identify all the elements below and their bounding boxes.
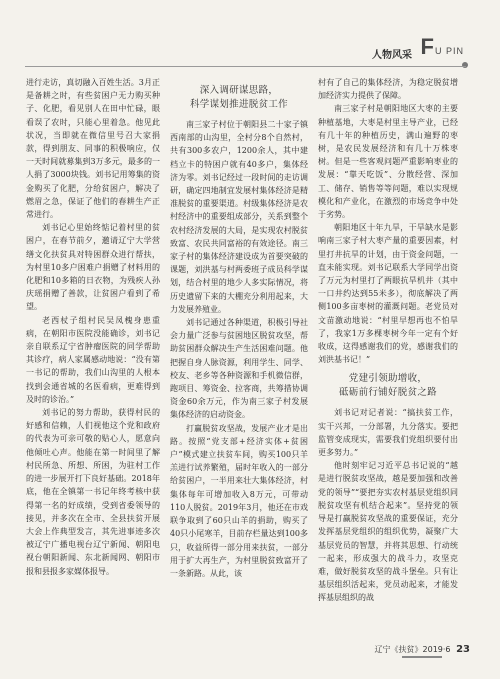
heading-line: 深入调研谋思路， [199, 85, 279, 96]
heading-line: 科学谋划推进脱贫工作 [189, 99, 288, 110]
paragraph: 他时刻牢记习近平总书记说的“越是进行脱贫攻坚战，越是要加强和改善党的领导”“要把夯实农村基层党组织同脱贫攻坚有机结合起来”。坚持党的领导是打赢脱贫攻坚战的重要保证，充分发挥基层党组织的组织优势，凝聚广大基层党员的智慧，并将其思想、行动统一起来，形成强大的战斗力，攻坚克难，做好脱贫攻坚的战斗堡垒。只有让基层组织活起来，党员动起来，才能发挥基层组织的战 [318, 461, 458, 603]
heading-line: 砥砺前行铺好脱贫之路 [338, 387, 437, 399]
paragraph: 老西杖子组村民吴凤槐身患重病，在朝阳市医院没能确诊，刘书记亲自联系辽宁省肿瘤医院的同学帮助其诊疗，病人家属感动地说：“没有第一书记的帮助，我们山沟里的人根本找到会通省城的名医看病，更难得到及时的诊治。” [26, 315, 160, 404]
paragraph: 刘书记心里始终惦记着村里的贫困户，在春节前夕，邀请辽宁大学营缮文化扶贫具对特困群众进行帮扶，为村里10多户困难户捐赠了材料用的化肥和10多箱的日衣物，为残疾人孙庆瑶捐赠了善款，让贫困户看到了希望。 [26, 223, 160, 312]
column-right [318, 76, 458, 605]
journal-issue: 辽宁《扶贫》2019·6 [374, 645, 451, 654]
header-dot-icon [462, 62, 468, 68]
brand-logo-initial: F [420, 34, 434, 59]
paragraph: 村有了自己的集体经济，为稳定脱贫增加经济实力提供了保障。 [318, 78, 458, 101]
section-heading [318, 372, 458, 400]
paragraph: 进行走访，真切融入百姓生活。3月正是备耕之时，有些贫困户无力购买种子、化肥，看见别人在田中忙碌，眼看误了农时，只能心里着急。他见此状况，当即就在微信里号召大家捐款，得到朋友、同事的积极响应，仅一天时间就募集到3万多元，最多的一人捐了3000块钱。刘书记用筹集的资金购买了化肥，分给贫困户，解决了燃眉之急，保证了他们的春耕生产正常进行。 [26, 78, 160, 220]
heading-line: 党建引领助增收， [348, 373, 428, 385]
paragraph: 刘书记通过各种渠道，积极引导社会力量广泛参与贫困地区脱贫攻坚，帮助贫困群众解决生产生活困难问题。他把握自身人脉资源，利用学生、同学、校友、老乡等各种资源和手机微信群，跑项目、筹资金、拉客商，共筹措协调资金60余万元，作为南三家子村发展集体经济的启动资金。 [170, 318, 308, 420]
section-title: 人物风采 [372, 50, 412, 61]
section-heading [170, 84, 308, 112]
column-middle [170, 84, 308, 580]
paragraph: 刘书记对记者说：“搞扶贫工作，实干兴邦，一分部署，九分落实。要把监管变成现实，需要我们党组织要付出更多努力。” [318, 408, 458, 458]
paragraph: 朝阳地区十年九旱，干旱缺水是影响南三家子村大枣产量的重要因素，村里打井抗旱的计划，由于资金问题，一直未能实现。刘书记联系大学同学出资了万元为村里打了两眼抗旱机井（其中一口井约达到55米多），彻底解决了两侧100多亩枣树的灌溉问题。老党员对文苗激动地说：“村里早想再也不怕旱了，我家1万多棵枣树今年一定有个好收成，这得感谢我们的党，感谢我们的刘洪基书记！” [318, 223, 458, 365]
page-footer [375, 644, 470, 655]
paragraph: 南三家子村是朝阳地区大枣的主要种植基地，大枣是村里主导产业，已经有几十年的种植历史，满山遍野的枣树，是农民发展经济和有几十万株枣树。但是一些客观问题严重影响枣业的发展：“靠天吃饭”、分散经营、深加工、储存、销售等等问题，难以实现规模化和产业化，在激烈的市场竞争中处于劣势。 [318, 104, 458, 220]
brand-logo-text: U PIN [434, 46, 464, 56]
paragraph: 刘书记的努力帮助，获得村民的好感和信赖，人们视他这个党和政府的代表为可亲可敬的贴心人，愿意向他倾吐心声。他能在第一时间里了解村民所急、所想、所困，为驻村工作的进一步展开打下良好基础。2018年底，他在全镇第一书记年终考核中获得第一名的好成绩，受到省委领导的接见，并多次在全市、全县扶贫开展大会上作典型发言，其先进事迹多次被辽宁广播电视台辽宁新闻、朝阳电视台朝阳新闻、东北新闻网、朝阳市报和县报多家媒体报导。 [26, 408, 160, 576]
paragraph: 南三家子村位于朝阳县二十家子镇西南部的山沟里，全村分8个自然村，共有300多农户，1200余人，其中建档立卡的特困户就有40多户，集体经济为零。刘书记经过一段时间的走访调研，确定四地制宜发展村集体经济是精准脱贫的重要渠道。村级集体经济是农村经济中的重要组成部分，关系到整个农村经济发展的大局，是实现农村脱贫致富、农民共同富裕的有效途径。南三家子村的集体经济建设成为首要突破的课题，刘洪基与村两委班子成员科学谋划，结合村里的地少人多实际情况，将历史遗留下来的大棚充分利用起来，大力发展养殖业。 [170, 120, 308, 314]
header-divider [25, 66, 466, 67]
column-left [26, 76, 160, 578]
paragraph: 打赢脱贫攻坚战，发展产业才是出路。按照“党支部+经济实体+贫困户”模式建立扶贫车间，购买100只羊羔进行试养繁殖，届时年收入的一部分给贫困户，一半用来壮大集体经济，村集体每年可增加收入8万元，可带动110人脱贫。2019年3月，他还在市戏联争取到了60只山羊的捐助，购买了40只小尾寒羊，目前存栏量达到100多只，收益所得一部分用来扶贫，一部分用于扩大再生产，为村里脱贫致富开了一条新路。从此，该 [170, 423, 308, 578]
footer-bar [402, 656, 442, 658]
page-number: 23 [456, 644, 470, 655]
